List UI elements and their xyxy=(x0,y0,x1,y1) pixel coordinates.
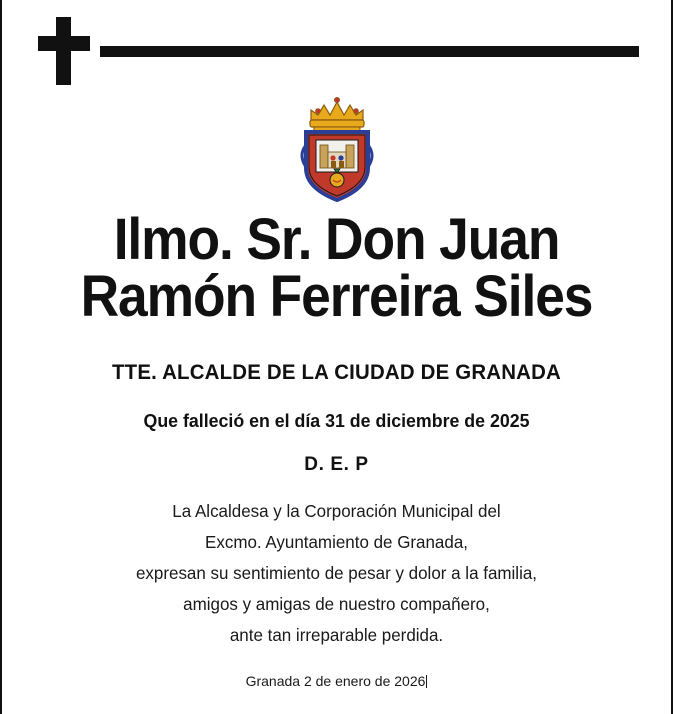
place-and-date xyxy=(22,673,651,689)
deceased-position: TTE. ALCALDE DE LA CIUDAD DE GRANADA xyxy=(112,359,561,384)
place-and-date-text: Granada 2 de enero de 2026 xyxy=(245,673,426,690)
crest-container xyxy=(22,90,651,206)
condolence-line-4: amigos y amigas de nuestro compañero, xyxy=(183,594,490,615)
condolence-line-2: Excmo. Ayuntamiento de Granada, xyxy=(205,531,468,552)
cross-horizontal-bar xyxy=(38,36,90,51)
text-caret xyxy=(426,675,427,688)
granada-coat-of-arms-icon xyxy=(289,90,385,206)
condolence-message xyxy=(31,496,641,652)
rest-in-peace-abbrev: D. E. P xyxy=(304,453,369,475)
deceased-name-line1: Ilmo. Sr. Don Juan xyxy=(113,207,560,272)
condolence-line-3: expresan su sentimiento de pesar y dolor a la familia, xyxy=(135,562,538,583)
condolence-line-5: ante tan irreparable perdida. xyxy=(229,625,444,646)
header-rule xyxy=(100,46,639,57)
condolence-line-1: La Alcaldesa y la Corporación Municipal del xyxy=(172,500,501,521)
deceased-name xyxy=(47,207,626,329)
header-bar xyxy=(22,14,651,88)
cross-vertical-bar xyxy=(56,17,71,85)
deceased-name-line2: Ramón Ferreira Siles xyxy=(80,263,593,329)
latin-cross-icon xyxy=(38,17,90,85)
death-date: Que falleció en el día 31 de diciembre de 2025 xyxy=(143,409,530,431)
